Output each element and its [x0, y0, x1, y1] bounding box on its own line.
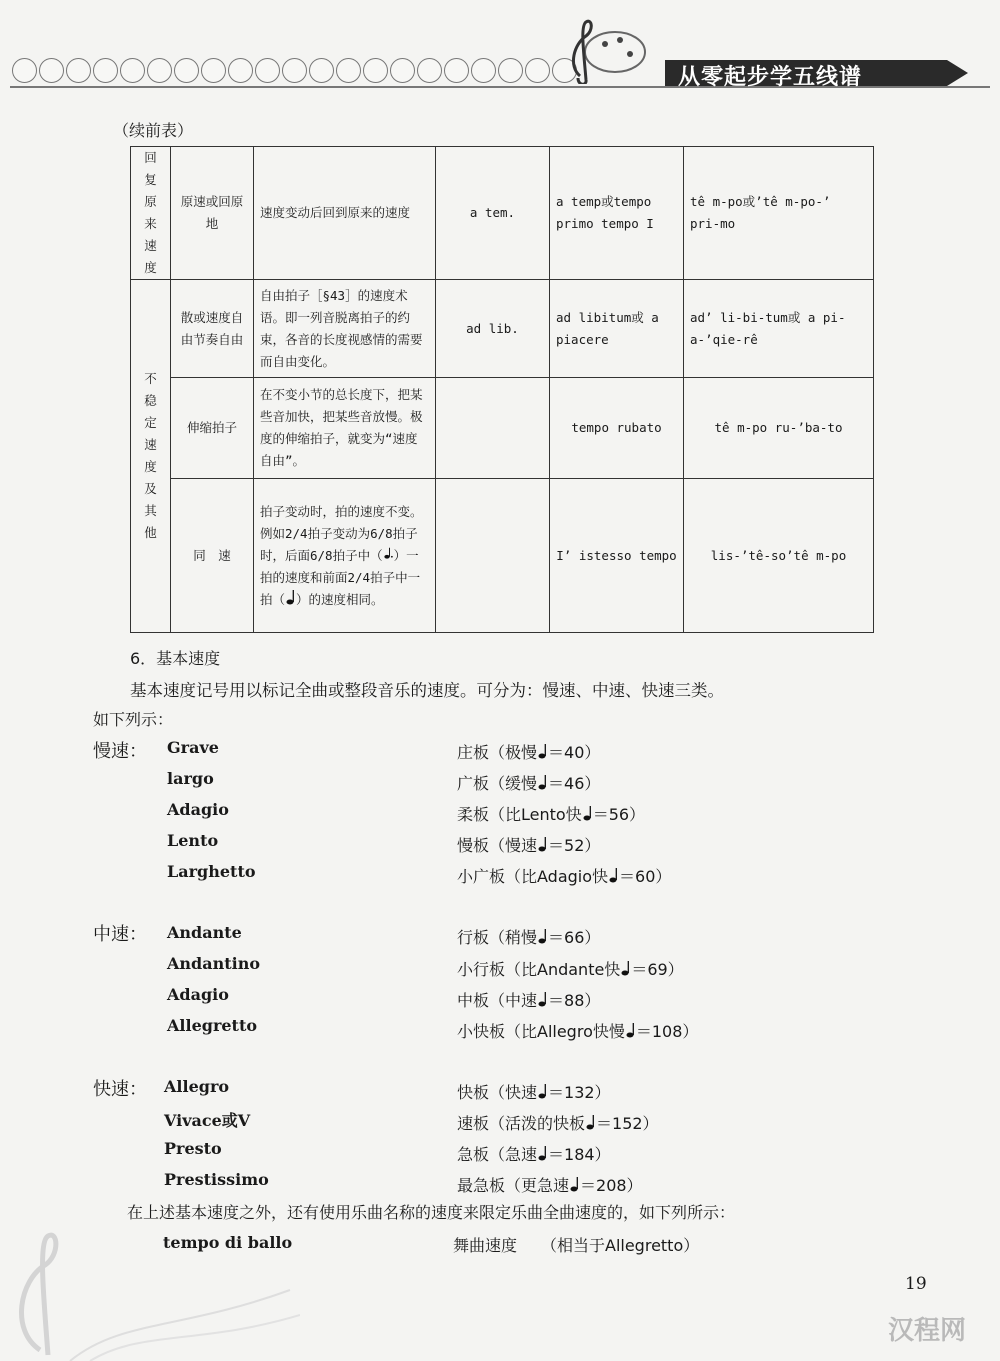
tempo-metronome-value: ＝152） [596, 1114, 659, 1133]
tempo-term: Allegretto [167, 1016, 257, 1035]
tempo-translation [457, 957, 684, 980]
quarter-note-icon [538, 991, 547, 1007]
table-description: 速度变动后回到原来的速度 [254, 147, 436, 280]
quarter-note-icon [538, 743, 547, 759]
quarter-note-icon [538, 928, 547, 944]
section-title: 6．基本速度 [130, 649, 221, 668]
table-pronunciation: lis-’tê-so’tê m-po [684, 479, 874, 633]
table-italian-term: a temp或tempo primo tempo I [550, 147, 684, 280]
tempo-term: Andantino [167, 954, 261, 973]
quarter-note-icon [570, 1176, 579, 1192]
table-description: 自由拍子［§43］的速度术语。即一列音脱离拍子的约束，各音的长度视感情的需要而自由变化。 [254, 280, 436, 378]
tempo-term: Vivace或V [164, 1111, 251, 1130]
tempo-translation [457, 740, 600, 763]
table-row [131, 280, 874, 378]
quarter-note-icon [586, 1114, 595, 1130]
tempo-translation-text: 中板（中速 [457, 991, 538, 1010]
tempo-term: tempo di ballo [163, 1233, 293, 1252]
tempo-translation-text: 速板（活泼的快板 [457, 1114, 586, 1133]
tempo-translation-text: 慢板（慢速 [457, 836, 538, 855]
tempo-translation-text: 广板（缓慢 [457, 774, 538, 793]
table-abbreviation: a tem. [436, 147, 550, 280]
tempo-translation-text: 行板（稍慢 [457, 928, 538, 947]
tempo-translation [457, 1019, 698, 1042]
tempo-term: Larghetto [167, 862, 256, 881]
table-italian-term: ad libitum或 a piacere [550, 280, 684, 378]
tempo-translation: 舞曲速度 （相当于Allegretto） [453, 1236, 700, 1255]
table-abbreviation [436, 378, 550, 479]
tempo-translation [457, 864, 671, 887]
table-term-name: 同 速 [171, 479, 254, 633]
tempo-terms-table [130, 146, 874, 633]
outro-text: 在上述基本速度之外，还有使用乐曲名称的速度来限定乐曲全曲速度的，如下列所示： [127, 1203, 736, 1222]
tempo-translation [457, 771, 600, 794]
tempo-translation-text: 小行板（比Andante快 [457, 960, 621, 979]
tempo-translation-text: 庄板（极慢 [457, 743, 538, 762]
quarter-note-icon [538, 774, 547, 790]
quarter-note-icon [621, 960, 630, 976]
tempo-metronome-value: ＝132） [548, 1083, 611, 1102]
table-category: 回复原来速度 [131, 147, 171, 280]
group-label-slow: 慢速： [93, 741, 147, 762]
tempo-translation-text: 快板（快速 [457, 1083, 538, 1102]
tempo-term: Prestissimo [164, 1170, 269, 1189]
treble-clef-decoration-icon [0, 1130, 300, 1361]
quarter-note-icon [538, 836, 547, 852]
tempo-metronome-value: ＝46） [548, 774, 601, 793]
quarter-note-icon [538, 1145, 547, 1161]
tempo-metronome-value: ＝60） [619, 867, 672, 886]
section-intro-list-label: 如下列示： [93, 710, 174, 729]
table-abbreviation [436, 479, 550, 633]
table-term-name: 原速或回原地 [171, 147, 254, 280]
treble-clef-logo-icon [560, 14, 650, 84]
quarter-note-icon [626, 1022, 635, 1038]
tempo-translation [457, 833, 600, 856]
tempo-metronome-value: ＝52） [548, 836, 601, 855]
header-decoration [12, 58, 577, 83]
table-term-name: 散或速度自由节奏自由 [171, 280, 254, 378]
tempo-translation [457, 925, 600, 948]
quarter-note-icon [538, 1083, 547, 1099]
group-label-fast: 快速： [93, 1079, 147, 1100]
tempo-translation [457, 1173, 643, 1196]
tempo-translation-text: 最急板（更急速 [457, 1176, 570, 1195]
table-pronunciation: tê m-po ru-’ba-to [684, 378, 874, 479]
tempo-metronome-value: ＝66） [548, 928, 601, 947]
table-abbreviation: ad lib. [436, 280, 550, 378]
table-pronunciation: ad’ li-bi-tum或 a pi-a-’qie-rê [684, 280, 874, 378]
tempo-term: Allegro [164, 1077, 230, 1096]
tempo-term: Presto [164, 1139, 222, 1158]
tempo-translation [457, 988, 600, 1011]
table-pronunciation: tê m-po或’tê m-po-’ pri-mo [684, 147, 874, 280]
table-row [131, 479, 874, 633]
tempo-translation-text: 小快板（比Allegro快慢 [457, 1022, 625, 1041]
tempo-translation [457, 1080, 611, 1103]
table-italian-term: I’ istesso tempo [550, 479, 684, 633]
quarter-note-icon [609, 867, 618, 883]
tempo-term: Adagio [167, 985, 229, 1004]
tempo-term: Andante [167, 923, 242, 942]
tempo-metronome-value: ＝69） [631, 960, 684, 979]
quarter-note-icon [286, 589, 295, 605]
tempo-term: Adagio [167, 800, 229, 819]
continued-label: （续前表） [113, 121, 194, 140]
tempo-metronome-value: ＝184） [548, 1145, 611, 1164]
tempo-metronome-value: ＝88） [548, 991, 601, 1010]
tempo-translation-text: 急板（急速 [457, 1145, 538, 1164]
table-row [131, 378, 874, 479]
tempo-translation [457, 802, 645, 825]
tempo-term: Grave [167, 738, 219, 757]
watermark: 汉程网 [888, 1316, 967, 1346]
section-intro: 基本速度记号用以标记全曲或整段音乐的速度。可分为：慢速、中速、快速三类。 [130, 681, 724, 700]
table-term-name: 伸缩拍子 [171, 378, 254, 479]
tempo-term: Lento [167, 831, 219, 850]
table-italian-term: tempo rubato [550, 378, 684, 479]
tempo-translation-text: 柔板（比Lento快 [457, 805, 582, 824]
tempo-translation [457, 1111, 659, 1134]
header-title: 从零起步学五线谱 [678, 65, 863, 90]
group-label-medium: 中速： [93, 924, 147, 945]
tempo-metronome-value: ＝208） [580, 1176, 643, 1195]
tempo-translation-text: 小广板（比Adagio快 [457, 867, 609, 886]
tempo-term: largo [167, 769, 214, 788]
table-description: 在不变小节的总长度下，把某些音加快，把某些音放慢。极度的伸缩拍子，就变为“速度自由”。 [254, 378, 436, 479]
dotted-quarter-note-icon [384, 545, 393, 561]
quarter-note-icon [583, 805, 592, 821]
tempo-metronome-value: ＝56） [592, 805, 646, 824]
tempo-metronome-value: ＝40） [548, 743, 601, 762]
table-description: 拍子变动时，拍的速度不变。例如2/4拍子变动为6/8拍子时，后面6/8拍子中（ ）一拍的速度和前面2/4拍子中一拍（ ）的速度相同。 [254, 479, 436, 633]
tempo-translation [457, 1142, 611, 1165]
table-row [131, 147, 874, 280]
tempo-metronome-value: ＝108） [635, 1022, 699, 1041]
table-category: 不稳定速度及其他 [131, 280, 171, 633]
page-number: 19 [905, 1274, 927, 1294]
